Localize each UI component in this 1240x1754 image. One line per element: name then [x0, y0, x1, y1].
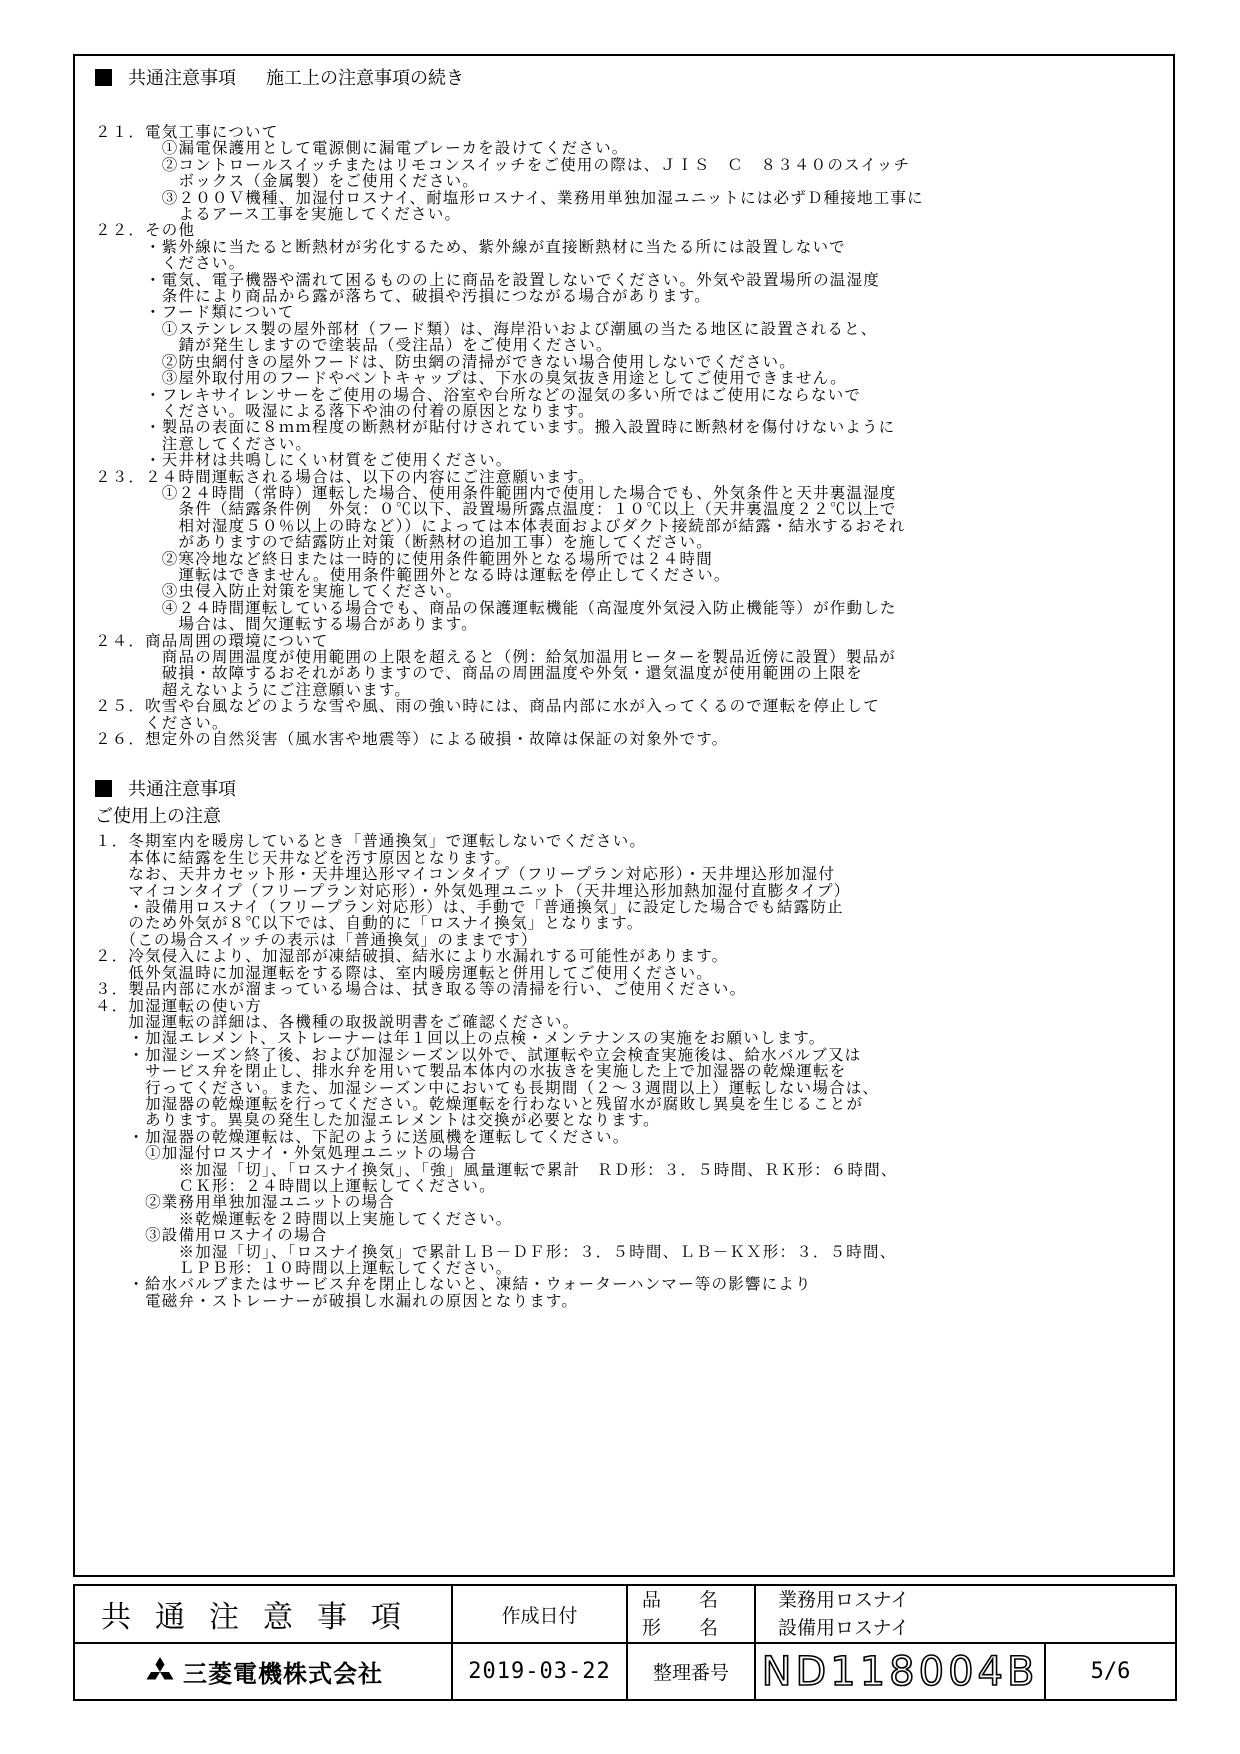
model-name: 設備用ロスナイ	[778, 1617, 910, 1639]
document-frame	[73, 54, 1175, 1577]
square-bullet-icon	[95, 780, 112, 797]
title-block	[73, 1584, 1175, 1699]
product-model-labels	[627, 1585, 755, 1643]
product-label: 品 名	[642, 1589, 719, 1611]
created-date-label: 作成日付	[452, 1585, 627, 1643]
created-date: 2019-03-22	[452, 1643, 627, 1700]
document-content	[95, 62, 1163, 1309]
section-heading-usage	[95, 773, 1163, 803]
reference-number-label: 整理番号	[627, 1643, 755, 1700]
usage-notes-body: １．冬期室内を暖房しているとき「普通換気」で運転しないでください。 本体に結露を生じ天井などを汚す原因となります。 なお、天井カセット形・天井埋込形マイコンタイプ（フリープラン対応形）・天井埋込形加湿付 マイコンタイプ（フリープラン対応形）・外気処理ユニット（天井埋込形加熱加湿付直膨タイプ） ・設備用ロスナイ（フリープラン対応形）は、手動で「普通換気」に設定した場合でも結露防止 のため外気が８℃以下では、自動的に「ロスナイ換気」となります。 （この場合スイッチの表示は「普通換気」のままです） ２．冷気侵入により、加湿部が凍結破損、結氷により水漏れする可能性があります。 低外気温時に加湿運転をする際は、室内暖房運転と併用してご使用ください。 ３．製品内部に水が溜まっている場合は、拭き取る等の清掃を行い、ご使用ください。 ４．加湿運転の使い方 加湿運転の詳細は、各機種の取扱説明書をご確認ください。 ・加湿エレメント、ストレーナーは年１回以上の点検・メンテナンスの実施をお願いします。 ・加湿シーズン終了後、および加湿シーズン以外で、試運転や立会検査実施後は、給水バルブ又は サービス弁を閉止し、排水弁を用いて製品本体内の水抜きを実施した上で加湿器の乾燥運転を 行ってください。また、加湿シーズン中においても長期間（２～３週間以上）運転しない場合は、 加湿器の乾燥運転を行ってください。乾燥運転を行わないと残留水が腐敗し異臭を生じることが あります。異臭の発生した加湿エレメントは交換が必要となります。 ・加湿器の乾燥運転は、下記のように送風機を運転してください。 ①加湿付ロスナイ・外気処理ユニットの場合 ※加湿「切」、「ロスナイ換気」、「強」風量運転で累計 ＲＤ形：３．５時間、ＲＫ形：６時間、 ＣＫ形：２４時間以上運転してください。 ②業務用単独加湿ユニットの場合 ※乾燥運転を２時間以上実施してください。 ③設備用ロスナイの場合 ※加湿「切」、「ロスナイ換気」で累計ＬＢ－ＤＦ形：３．５時間、ＬＢ－ＫＸ形：３．５時間、 ＬＰＢ形：１０時間以上運転してください。 ・給水バルブまたはサービス弁を閉止しないと、凍結・ウォーターハンマー等の影響により 電磁弁・ストレーナーが破損し水漏れの原因となります。	[95, 832, 898, 1310]
reference-number: ND118004B	[755, 1643, 1045, 1700]
company-name: 三菱電機株式会社	[183, 1660, 383, 1688]
page-number: 5/6	[1045, 1643, 1176, 1700]
company-cell	[74, 1643, 452, 1700]
product-model-values	[755, 1585, 1176, 1643]
section-heading-construction	[95, 62, 1163, 92]
model-label: 形 名	[642, 1617, 719, 1639]
section-title: 共通注意事項	[128, 68, 236, 89]
section-title: 共通注意事項	[128, 779, 236, 801]
square-bullet-icon	[95, 69, 112, 86]
company-logo	[75, 1654, 451, 1689]
document-title: 共通注意事項	[74, 1585, 452, 1643]
usage-subheading: ご使用上の注意	[95, 806, 221, 828]
section-subtitle: 施工上の注意事項の続き	[266, 68, 464, 89]
construction-notes-body: ２１．電気工事について ①漏電保護用として電源側に漏電ブレーカを設けてください。 ②コントロールスイッチまたはリモコンスイッチをご使用の際は、ＪＩＳ Ｃ ８３４０のスイッチ ボックス（金属製）をご使用ください。 ③２００Ｖ機種、加湿付ロスナイ、耐塩形ロスナイ、業務用単独加湿ユニットには必ずＤ種接地工事に よるアース工事を実施してください。 ２２．その他 ・紫外線に当たると断熱材が劣化するため、紫外線が直接断熱材に当たる所には設置しないで ください。 ・電気、電子機器や濡れて困るものの上に商品を設置しないでください。外気や設置場所の温湿度 条件により商品から露が落ちて、破損や汚損につながる場合があります。 ・フード類について ①ステンレス製の屋外部材（フード類）は、海岸沿いおよび潮風の当たる地区に設置されると、 錆が発生しますので塗装品（受注品）をご使用ください。 ②防虫網付きの屋外フードは、防虫網の清掃ができない場合使用しないでください。 ③屋外取付用のフードやベントキャップは、下水の臭気抜き用途としてご使用できません。 ・フレキサイレンサーをご使用の場合、浴室や台所などの湿気の多い所ではご使用にならないで ください。吸湿による落下や油の付着の原因となります。 ・製品の表面に８ｍｍ程度の断熱材が貼付けされています。搬入設置時に断熱材を傷付けないように 注意してください。 ・天井材は共鳴しにくい材質をご使用ください。 ２３．２４時間運転される場合は、以下の内容にご注意願います。 ①２４時間（常時）運転した場合、使用条件範囲内で使用した場合でも、外気条件と天井裏温湿度 条件（結露条件例 外気：０℃以下、設置場所露点温度：１０℃以上（天井裏温度２２℃以上で 相対湿度５０％以上の時など））によっては本体表面およびダクト接続部が結露・結氷するおそれ がありますので結露防止対策（断熱材の追加工事）を施してください。 ②寒冷地など終日または一時的に使用条件範囲外となる場所では２４時間 運転はできません。使用条件範囲外となる時は運転を停止してください。 ③虫侵入防止対策を実施してください。 ④２４時間運転している場合でも、商品の保護運転機能（高湿度外気浸入防止機能等）が作動した 場合は、間欠運転する場合があります。 ２４．商品周囲の環境について 商品の周囲温度が使用範囲の上限を超えると（例：給気加温用ヒーターを製品近傍に設置）製品が 破損・故障するおそれがありますので、商品の周囲温度や外気・還気温度が使用範囲の上限を 超えないようにご注意願います。 ２５．吹雪や台風などのような雪や風、雨の強い時には、商品内部に水が入ってくるので運転を停止して ください。 ２６．想定外の自然災害（風水害や地震等）による破損・故障は保証の対象外です。	[95, 123, 924, 749]
mitsubishi-three-diamonds-icon	[143, 1657, 177, 1687]
product-name: 業務用ロスナイ	[778, 1589, 910, 1611]
